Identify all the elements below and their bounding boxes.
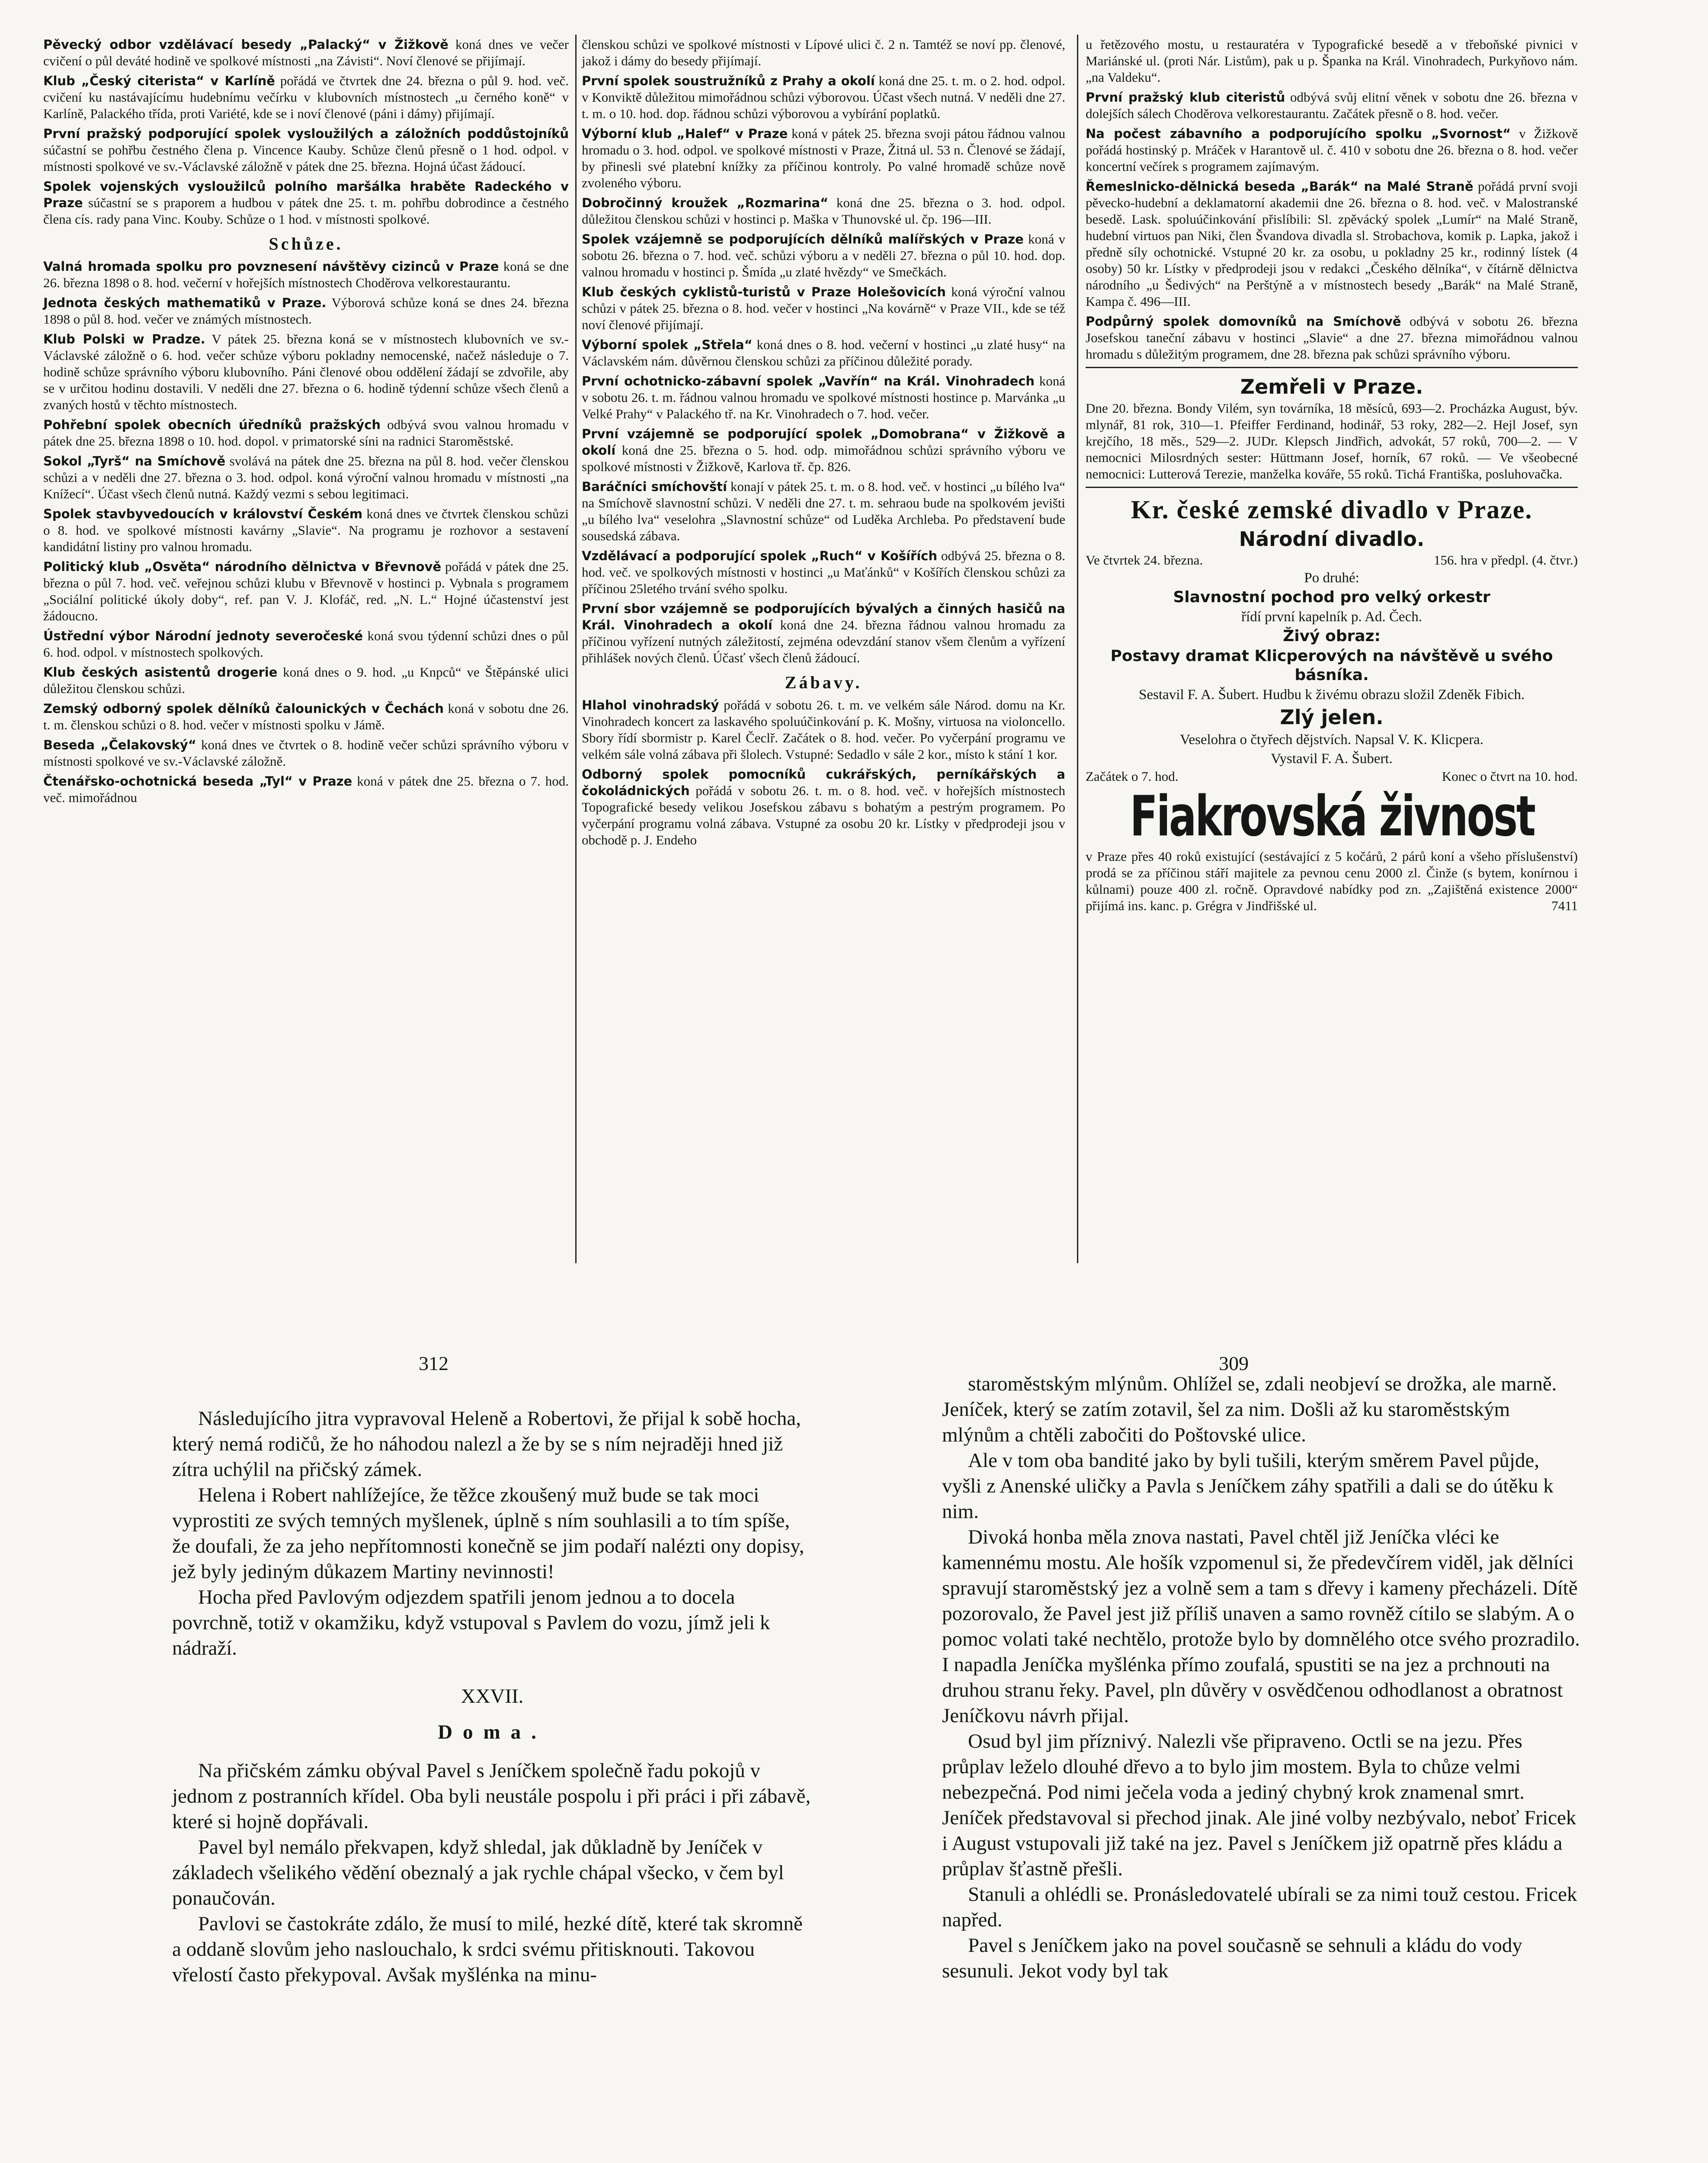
notice-text: koná v sobotu 26. března o 7. hod. več. schůzi výboru a v neděli 27. března o půl 10. hod. dop. valnou hromadu v hostinci p. Šmída „u zlaté hvězdy“ ve Smečkách. [582,231,1066,279]
notice-heading: Hlahol vinohradský [582,698,719,712]
paragraph: Helena i Robert nahlížejíce, že těžce zkoušený muž bude se tak moci vyprostiti ze svých temných myšlenek, úplně s ním souhlasili a to tím spíše, že doufali, že za jeho nepřítomnosti konečně se jim podaří nalézti ony dopisy, jež byly jediným důkazem Martiny nevinnosti! [172,1484,804,1583]
deaths-section [1086,375,1578,398]
notice-text: koná se dne 26. března 1898 o 8. hod. večerní v hořejších místnostech Choděrova velkorestaurantu. [43,259,569,290]
notice-heading: Výborní klub „Halef“ v Praze [582,126,788,141]
notice-heading: První sbor vzájemně se podporujících bývalých a činných hasičů na Král. Vinohradech a okolí [582,601,1065,632]
notice-heading: Pohřební spolek obecních úředníků pražských [43,417,381,432]
notice-text: koná dne 25. t. m. o 2. hod. odpol. v Konviktě důležitou mimořádnou schůzi výborovou. Účast všech nutná. V neděli dne 27. t. m. o 10. hod. dop. řádnou schůzi výborovou a vybírání poplatků. [582,73,1065,121]
notice-text: pořádá první svoji pěvecko-hudební a deklamatorní akademii dne 26. března o 8. hod. več. v Malostranské besedě. Lask. spoluúčinkování přislíbili: Sl. zpěvácký spolek „Lumír“ na Malé Straně, hudební virtuos pan Niki, člen Švandova divadla sl. Strobachova, komik p. Lapka, jakož i předně síly ochotnické. Vstupné 20 kr. za osobu, u pokladny 25 kr., rodinný lístek (4 osoby) 50 kr. Lístky v předprodeji jsou v redakci „Českého dělníka“, v čítárně dělnictva národního „u Šedivých“ na Perštýně a v místnostech besedy „Barák“ na Malé Straně, Kampa č. 496—III. [1086,179,1578,309]
book-left-page [172,1406,812,1988]
notice-heading: Podpůrný spolek domovníků na Smíchově [1086,314,1401,329]
notice [43,628,569,661]
notice-text: členskou schůzi ve spolkové místnosti v Lípové ulici č. 2 n. Tamtéž se noví pp. členové, jakož i dámy do besedy přijímají. [582,37,1065,68]
notice-heading: Spolek vojenských vysloužilců polního maršálka hraběte Radeckého v Praze [43,179,569,210]
notice-text: koná dne 24. března řádnou valnou hromadu za příčinou vyřízení nutných záležitostí, zejména odevzdání stanov všem členům a vyřízení přihlášek nových členů. Účasť všech členů žádoucí. [582,617,1065,665]
performance-date: Ve čtvrtek 24. března. [1086,552,1203,568]
notice [582,337,1065,369]
chapter-number: XXVII. [461,1685,524,1707]
paragraph: Na přičském zámku obýval Pavel s Jeníčkem společně řadu pokojů v jednom z postranních křídel. Oba byli neustále pospolu i při práci i při zábavě, které si hojně dopřávali. [172,1759,811,1833]
notice-text: koná v pátek 25. března svoji pátou řádnou valnou hromadu o 3. hod. odpol. ve spolkové místnosti v Praze, Žitná ul. 53 n. Členové se žádají, by přinesli své platební knížky za příčinou kontroly. Po valné hromadě schůze nově zvoleného výboru. [582,126,1065,190]
notice-heading: Pěvecký odbor vzdělávací besedy „Palacký“ v Žižkově [43,37,449,52]
notice-heading: Klub českých cyklistů-turistů v Praze Holešovicích [582,285,946,299]
conductor: řídí první kapelník p. Ad. Čech. [1241,609,1422,625]
notice [582,373,1065,422]
paragraph: Pavel s Jeníčkem jako na povel současně se sehnuli a kládu do vody sesunuli. Jekot vody byl tak [942,1934,1522,1982]
notice-heading: První spolek soustružníků z Prahy a okolí [582,74,875,88]
left-page-paragraphs [172,1406,812,1661]
notice-text: koná dnes ve čtvrtek o 8. hodině večer schůzi správního výboru v místnosti spolkové ve sv.-Václavské záložně. [43,737,569,769]
notice-heading: Odborný spolek pomocníků cukrářských, perníkářských a čokoládnických [582,767,1065,798]
right-page-number: 309 [1219,1352,1249,1374]
paragraph: Pavlovi se častokráte zdálo, že musí to milé, hezké dítě, které tak skromně a oddaně slovům jeho naslouchalo, k srdci svému přitisknouti. Takovou vřelostí často překypoval. Avšak myšlénka na minu- [172,1913,803,1986]
section-heading: Zábavy. [785,673,862,692]
theatre-section [1086,495,1578,784]
notice-text: pořádá ve čtvrtek dne 24. března o půl 9. hod. več. cvičení ku nastávajícímu hudebnímu večírku v klubovních místnostech „u černého koně“ v Karlíně, Palackého třída, proti Variété, kde se i noví členové (páni i dámy) přijímají. [43,73,569,121]
play-description: Veselohra o čtyřech dějstvích. Napsal V. K. Klicpera. [1180,732,1484,748]
notice [582,195,1065,228]
ad-code: 7411 [1551,898,1578,913]
notice [43,295,569,327]
notice-text: odbývá svůj elitní věnek v sobotu dne 26. března v dolejších sálech Choděrova velkorestaurantu. Začátek přesně o 8. hod. večer. [1086,90,1578,121]
left-page-paragraphs-2 [172,1758,812,1988]
theatre-header: Kr. české zemské divadlo v Praze. [1131,495,1533,524]
notice-heading: Dobročinný kroužek „Rozmarina“ [582,196,829,210]
notice [43,36,569,69]
divider [1086,367,1578,368]
notice-heading: Řemeslnicko-dělnická beseda „Barák“ na Malé Straně [1086,179,1474,194]
deaths-title: Zemřeli v Praze. [1240,375,1423,398]
notice-heading: Klub českých asistentů drogerie [43,665,278,680]
tableau-credits: Sestavil F. A. Šubert. Hudbu k živému obrazu složil Zdeněk Fibich. [1139,687,1525,703]
notice-heading: Klub Polski w Pradze. [43,332,205,347]
first-item: Po druhé: [1304,570,1359,586]
performance-number: 156. hra v předpl. (4. čtvr.) [1433,552,1578,568]
performance-row [1086,552,1578,568]
notice [1086,125,1578,175]
play-staging: Vystavil F. A. Šubert. [1271,751,1393,767]
notice [582,697,1065,763]
paragraph: Hocha před Pavlovým odjezdem spatřili jenom jednou a to docela povrchně, totiž v okamžiku, když vstupoval s Pavlem do vozu, jímž jeli k nádraží. [172,1586,770,1659]
notice-heading: Ústřední výbor Národní jednoty severočeské [43,629,363,643]
notice-text: pořádá v sobotu 26. t. m. o 8. hod. več. v hořejších místnostech Topografické besedy velikou Josefskou zábavu s bohatým a pestrým programem. Po vyčerpání programu volná zábava. Vstupné za osobu 20 kr. Lístky v předprodeji jsou v obchodě p. J. Endeho [582,783,1065,847]
book-right-page [942,1371,1582,1984]
march-title: Slavnostní pochod pro velký orkestr [1173,588,1490,606]
notice-text: odbývá svou valnou hromadu v pátek dne 25. března 1898 o 10. hod. dopol. v primatorské síni na radnici Staroměstské. [43,417,569,449]
notice [582,426,1065,475]
end-time: Konec o čtvrt na 10. hod. [1442,769,1578,784]
ad-title: Fiakrovská živnost [1130,784,1535,849]
notice [1086,313,1578,363]
notice-heading: Klub „Český citerista“ v Karlíně [43,74,275,88]
paragraph: Stanuli a ohlédli se. Pronásledovatelé ubírali se za nimi touž cestou. Fricek napřed. [942,1883,1577,1931]
tableau-label: Živý obraz: [1283,627,1381,645]
notice [43,331,569,413]
tableau-title: Postavy dramat Klicperových na návštěvě u svého básníka. [1110,647,1553,684]
notice-text: koná v sobotu dne 26. t. m. členskou schůzi o 8. hod. večer v místnosti spolku v Jámě. [43,701,569,732]
national-theatre-title: Národní divadlo. [1239,527,1425,551]
notice-heading: První vzájemně se podporující spolek „Domobrana“ v Žižkově a okolí [582,427,1065,458]
notice [1086,89,1578,122]
notice [43,73,569,122]
notice-text: súčastní se s praporem a hudbou v pátek dne 25. t. m. pohřbu dobrodince a čestného člena cís. rady pana Vinc. Kouby. Schůze o 1 hod. v místnosti spolkové. [43,195,569,227]
notice-text: odbývá v sobotu 26. března Josefskou taneční zábavu v hostinci „Slavie“ a dne 27. března mimořádnou valnou hromadu s důležitým programem, dne 28. března pak schůzi správního výboru. [1086,314,1578,362]
notice [582,766,1065,848]
newspaper-column-3 [1086,36,1578,918]
notice-heading: Valná hromada spolku pro povznesení návštěvy cizinců v Praze [43,259,499,274]
notice [43,178,569,228]
notice [43,700,569,733]
paragraph: Následujícího jitra vypravoval Heleně a Robertovi, že přijal k sobě hocha, který nemá rodičů, že ho náhodou nalezl a že by se s ním nejraději hned již zítra uchýlil na přičský zámek. [172,1407,801,1481]
notice-text: koná v pátek dne 25. března o 7. hod. več. mimořádnou [43,773,569,805]
notice [43,258,569,291]
notice-text: koná výroční valnou schůzi v pátek 25. března o 8. hod. večer v hostinci „Na kovárně“ v Praze VII., kde se též noví členové přijímají. [582,284,1066,332]
notice-heading: Spolek stavbyvedoucích v království Českém [43,507,363,521]
newspaper-column-1 [43,36,569,809]
notice [582,73,1065,122]
notice [43,737,569,770]
section-heading: Schůze. [269,234,343,254]
notice [43,417,569,449]
notice [1086,178,1578,310]
paragraph: staroměstským mlýnům. Ohlížel se, zdali neobjeví se drožka, ale marně. Jeníček, který se zatím zotavil, šel za nim. Došli až ku staroměstským mlýnům a chtěli zabočiti do Poštovské ulice. [942,1373,1557,1446]
notice-text: V pátek 25. března koná se v místnostech klubovních ve sv.-Václavské záložně o 6. hod. večer schůze výboru pokladny nemocenské, načež následuje o 7. hodině schůze správního výboru klubovního. Páni členové obou oddělení žádají se zdvořile, aby se v určitou hodinu dostavili. V neděli dne 27. března o 6. hodině týdenní schůze všech členů a zvaných hostů v těchto místnostech. [43,331,569,412]
notice-heading: Baráčníci smíchovští [582,479,727,494]
play-title: Zlý jelen. [1280,706,1384,729]
notice-text: odbývá 25. března o 8. hod. več. ve spolkových místnosti v hostinci „u Maťánků“ v Košířích členskou schůzi za příčinou 25letého trvání svého spolku. [582,548,1065,596]
notice [582,478,1065,544]
notice [1086,36,1578,86]
notice-heading: Jednota českých mathematiků v Praze. [43,295,327,310]
notice-heading: Čtenářsko-ochotnická beseda „Tyl“ v Praze [43,774,352,789]
notice-text: u řetězového mostu, u restauratéra v Typografické besedě a v třeboňské pivnici v Mariánské ul. (proti Nár. Listům), pak u p. Španka na Král. Vinohradech, Purkyňovo nám. „na Valdeku“. [1086,37,1578,85]
notice-text: svolává na pátek dne 25. března na půl 8. hod. večer členskou schůzi a v neděli dne 27. března o 3. hod. odpol. koná výroční valnou hromadu v místnosti „na Knížecí“. Účast všech členů nutná. Každý vezmi s sebou legitimaci. [43,453,569,501]
notice-text: koná dnes o 8. hod. večerní v hostinci „u zlaté husy“ na Václavském nám. důvěrnou členskou schůzi za příčinou důležité porady. [582,337,1065,369]
notice-heading: Politický klub „Osvěta“ národního dělnictva v Břevnově [43,559,442,574]
chapter-title: Doma. [438,1721,547,1743]
paragraph: Divoká honba měla znova nastati, Pavel chtěl již Jeníčka vléci ke kamennému mostu. Ale hošík vzpomenul si, že předevčírem viděl, jak dělníci spravují staroměstský jez a volně sem a tam s dřevy i kameny přecházeli. Dítě pozorovalo, že Pavel jest již příliš unaven a samo rovněž cítilo se slabým. A o pomoc volati také nechtělo, protože bylo by domnělého otce svého prozradilo. I napadla Jeníčka myšlénka přímo zoufalá, spustiti se na jez a prchnouti na druhou stranu řeky. Pavel, pln důvěry v osvědčenou odhodlanost a obratnost Jeníčkovu návrh přijal. [942,1526,1580,1727]
notice [582,548,1065,597]
column-rule-right [1077,35,1078,1263]
notice-text: konají v pátek 25. t. m. o 8. hod. več. v hostinci „u bílého lva“ na Smíchově slavnostní schůzi. V neděli dne 27. t. m. sehraou bude na spolkovém jevišti „u bílého lva“ veselohra „Slavnostní schůze“ od Luděka Archleba. Po představení bude sousedská zábava. [582,479,1065,543]
notice [43,453,569,502]
notice [582,125,1065,191]
deaths-text: Dne 20. března. Bondy Vilém, syn továrníka, 18 měsíců, 693—2. Procházka August, býv. mlynář, 81 rok, 310—1. Pfeiffer Ferdinand, hodinář, 53 roky, 282—2. Hejl Josef, syn krejčího, 18 měs., 529—2. JUDr. Klepsch Jindřich, advokát, 57 roků, 700—2. — V nemocnici Milosrdných sester: Hüttmann Josef, horník, 67 roků. — Ve všeobecné nemocnici: Lutterová Terezie, manželka kováře, 55 roků. Tichá Františka, posluhovačka. [1086,401,1578,481]
column-rule-left [575,35,577,1263]
notice [582,36,1065,69]
notice-text: koná dnes ve večer cvičení o půl deváté hodině ve spolkové místnosti „na Závisti“. Noví členové se přijímají. [43,37,569,68]
notice-text: súčastní se pohřbu čestného člena p. Vincence Kauby. Schůze členů přesně o 1 hod. odpol. v místnosti spolkové ve sv.-Václavské záložně v pátek dne 25. března. Hojná účast žádoucí. [43,142,569,174]
notice-text: koná dne 25. března o 5. hod. odp. mimořádnou schůzi správního výboru ve spolkové místnosti v Žižkově, Karlova tř. čp. 826. [582,443,1065,474]
notice-text: Výborová schůze koná se dnes 24. března 1898 o půl 8. hod. večer ve známých místnostech. [43,295,569,327]
paragraph: Osud byl jim příznivý. Nalezli vše připraveno. Octli se na jezu. Přes průplav leželo dlouhé dřevo a to bylo jim mostem. Byla to chůze velmi nebezpečná. Pod nimi ječela voda a jediný chybný krok znamenal smrt. Jeníček představoval si přechod jinak. Ale jiné volby nezbývalo, neboť Fricek i August vstupovali již také na jez. Pavel s Jeníčkem již opatrně přes kládu a průplav šťastně přešli. [942,1730,1577,1880]
divider [1086,487,1578,488]
notice-heading: První pražský klub citeristů [1086,90,1285,105]
notice-heading: Beseda „Čelakovský“ [43,738,196,752]
column-3-notices [1086,36,1578,363]
notice [43,558,569,624]
notice [43,125,569,175]
left-page-number: 312 [419,1352,449,1374]
notice [43,664,569,697]
notice-text: koná dnes o 9. hod. „u Knpců“ ve Štěpánské ulici důležitou členskou schůzi. [43,664,569,696]
notice [43,773,569,806]
paragraph: Pavel byl nemálo překvapen, když shledal, jak důkladně by Jeníček v základech všelikého vědění obeznalý a jak rychle chápal všecko, v čem byl ponaučován. [172,1836,784,1909]
time-row [1086,769,1578,784]
notice-heading: Zemský odborný spolek dělníků čalounických v Čechách [43,701,444,716]
notice-heading: Sokol „Tyrš“ na Smíchově [43,454,226,469]
notice-text: koná v sobotu 26. t. m. řádnou valnou hromadu ve spolkové místnosti hostince p. Marvánka „u Velké Prahy“ v Palackého tř. na Kr. Vinohradech o 7. hod. večer. [582,373,1065,421]
notice-text: koná dne 25. března o 3. hod. odpol. důležitou členskou schůzi v hostinci p. Maška v Thunovské ul. čp. 196—III. [582,195,1066,227]
notice-text: koná dnes ve čtvrtek členskou schůzi o 8. hod. ve spolkové místnosti kavárny „Slavie“. Na programu je rozhovor a sestavení kandidátní listiny pro valnou hromadu. [43,506,569,554]
notice-text: pořádá v pátek dne 25. března o půl 7. hod. več. veřejnou schůzi klubu v Břevnově v hostinci p. Vybnala s programem „Sociální politické úkoly doby“, ref. pan V. J. Klofáč, red. „N. L.“ Hojné účastenství jest žádoucno. [43,559,569,623]
notice-heading: První pražský podporující spolek vysloužilých a záložních poddůstojníků [43,126,569,141]
notice [43,506,569,555]
notice-heading: Vzdělávací a podporující spolek „Ruch“ v Košířích [582,549,937,563]
paragraph: Ale v tom oba bandité jako by byli tušili, kterým směrem Pavel půjde, vyšli z Anenské uličky a Pavla s Jeníčkem záhy spatřili a dali se do útěku k nim. [942,1449,1554,1523]
ad-text: v Praze přes 40 roků existující (sestávající z 5 kočárů, 2 párů koní a všeho příslušenství) prodá se za příčinou stáří majitele za pevnou cenu 2000 zl. Činže (s bytem, konírnou i kůlnami) pouze 400 zl. ročně. Opravdové nabídky pod zn. „Zajištěná existence 2000“ přijímá ins. kanc. p. Grégra v Jindřišské ul. 7411 [1086,849,1578,913]
notice-heading: Na počest zábavního a podporujícího spolku „Svornost“ [1086,126,1511,141]
notice [582,231,1065,280]
start-time: Začátek o 7. hod. [1086,769,1179,784]
notice-text: pořádá v sobotu 26. t. m. ve velkém sále Národ. domu na Kr. Vinohradech koncert za laskavého spoluúčinkování p. K. Mošny, virtuosa na violoncello. Sbory řídí sbormistr p. Karel Čeclř. Začátek o 8. hod. večer. Po vyčerpání programu ve velkém sále volná zábava při šlolech. Vstupné: Sedadlo v sále 2 kor., místo k stání 1 kor. [582,697,1065,762]
notice [582,600,1065,666]
notice-text: koná svou týdenní schůzi dnes o půl 6. hod. odpol. v místnostech spolkových. [43,628,569,660]
newspaper-column-2 [582,36,1065,852]
notice-heading: Výborní spolek „Střela“ [582,337,753,352]
notice-heading: První ochotnicko-zábavní spolek „Vavřín“ na Král. Vinohradech [582,374,1035,388]
notice-text: v Žižkově pořádá hostinský p. Mráček v Harantově ul. č. 410 v sobotu dne 26. března o 8. hod. večer koncertní večírek s programem zajímavým. [1086,126,1578,174]
notice-heading: Spolek vzájemně se podporujících dělníků malířských v Praze [582,232,1024,247]
notice [582,284,1065,333]
